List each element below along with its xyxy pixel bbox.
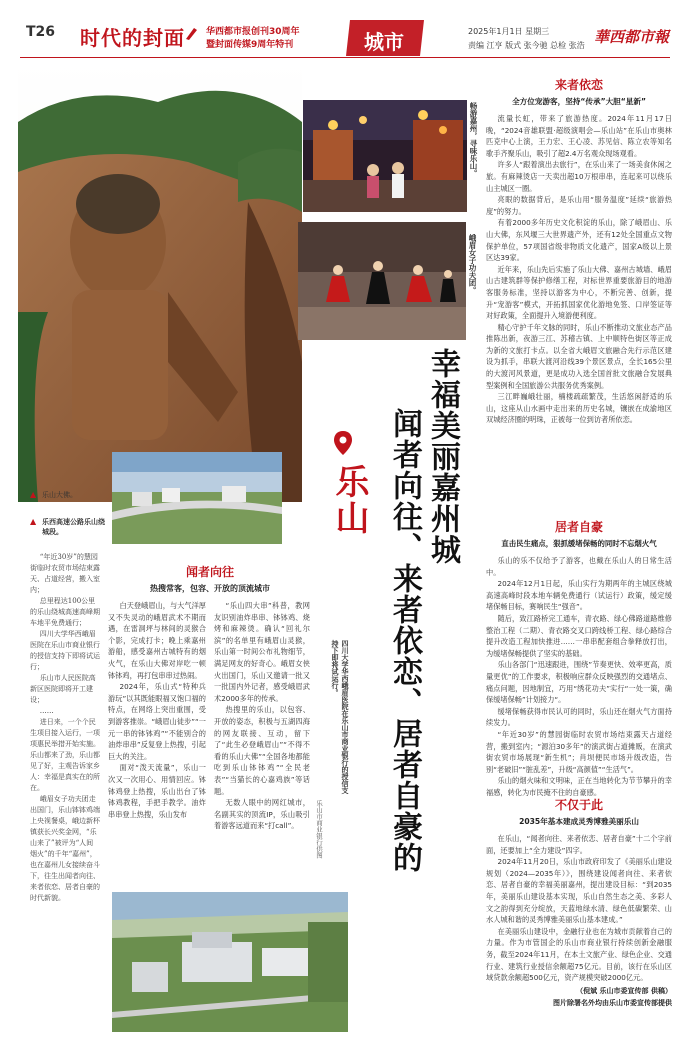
section1-title: 闻者向往 bbox=[185, 565, 234, 579]
section1-paragraph: 2024年，乐山式“特种兵游玩”以其既能眼福又饱口福的特点，在网络上突出重围，受到游客推崇。“峨眉山徒步”“一元一串的钵钵鸡”“不能别合的油炸串串”反复登上热搜，引起巨大的关注。 bbox=[108, 682, 206, 761]
section4-paragraph: 在美丽乐山建设中，金融行业也在为城市贡献着自己的力量。作为市管国企的乐山市商业银行持续创新金融服务，截至2024年11月，在本土文旅产业、绿色企业、交通行业、建筑行业授信余额超75亿元。目前，该行在乐山区域贷款余额超500亿元，资产规模突破2000亿元。 bbox=[486, 926, 672, 983]
section3-paragraph: 乐山各部门“迅速跟进，围绕”节奏更快、效率更高，质量更优”的工作要求，积极响应群众反映强烈的交通堵点、痛点问题，因地制宜，巧用“绣花功夫”实行“一处一策，确保缓堵保畅”计划接力“。 bbox=[486, 660, 672, 705]
page-header bbox=[0, 0, 690, 62]
section4-title: 不仅于此 bbox=[554, 798, 603, 812]
railway-photo bbox=[112, 452, 282, 544]
sidebar-paragraph: “年近30岁”的慧园街临时农贸市场结束露天、占道经营，搬入室内； bbox=[30, 553, 100, 594]
section3-paragraph: 随后，致江路桥完工通车，青衣路、绿心佛路道路维修整治工程（二期）、青衣路交叉口跨线桥工程、绿心路综合提升改造工程加快推进……一串串配套组合拳释放打出，为缓堵保畅提供了坚实的基础。 bbox=[486, 613, 672, 658]
city-badge bbox=[340, 14, 432, 62]
headline-main-line1: 幸福美丽嘉州城 bbox=[425, 348, 460, 565]
section2-paragraph: 近年来，乐山先后实施了乐山大佛、嘉州古城墙、峨眉山古建筑群等保护修缮工程，对标世界重要旅游目的地游客服务标准，坚持以游客为中心，不断完善、创新，提升“宠游客”模式，开拓抓国家优化游地免签、口岸签证等对好政策，全面提升入境游便利度。 bbox=[486, 264, 672, 321]
giant-buddha-photo bbox=[18, 62, 302, 502]
pen-icon bbox=[184, 25, 200, 41]
tourists-night-photo bbox=[303, 100, 467, 212]
section3-paragraph: 乐山的烟火味和文明味，正在当地转化为节节攀升的幸福感，转化为市民掩不住的自豪感。 bbox=[486, 776, 672, 797]
section3-title: 居者自豪 bbox=[554, 520, 603, 534]
section2-paragraph: 亮眼的数据背后，是乐山用“服务温度”延续“旅游热度”的努力。 bbox=[486, 195, 672, 216]
caption-tourists: 畅游嘉州，寻味乐山。 bbox=[469, 102, 478, 177]
headline-city: 乐山 bbox=[329, 464, 369, 536]
section4 bbox=[486, 796, 672, 1008]
slogan-line2: 暨封面传媒9周年特刊 bbox=[206, 40, 294, 50]
section2-paragraph: 三江畔巍峨壮丽，楠楼疏疏繁茂，生活悠闲舒适的乐山，这座从山水画中走出来的历史名城，镶嵌在成渝地区双城经济圈的明珠，正被每一位到访者所依恋。 bbox=[486, 392, 672, 425]
hospital-aerial-photo bbox=[112, 892, 348, 1032]
section3-paragraph: 2024年12月1日起，乐山实行为期两年的主城区绕城高速高峰时段本地车辆免费通行（试运行）政策，缓定缓堵保畅目标，赛响民生“强音”。 bbox=[486, 579, 672, 612]
section2-body bbox=[486, 113, 672, 426]
section1-col1 bbox=[108, 600, 206, 820]
byline: （倪斌 乐山市委宣传部 供稿） bbox=[576, 986, 672, 995]
sidebar-paragraph: 进日来，一个个民生项目接入运行，一项项惠民举措开始实施。乐山都来了劲，乐山都见了好，主观告诉家乡人：幸福是真实在的所在。 bbox=[30, 718, 100, 792]
section1-paragraph: 热搜里的乐山，以包容、开放的姿态，积极与五湖四海的网友联接、互动，留下了“此生必登峨眉山”“不得不看的乐山大佛”“全国各地都能吃到乐山钵钵鸡”“全民老表”“当猫长的心嘉鸡族”等话题。 bbox=[214, 705, 310, 796]
city-badge-label: 城市 bbox=[364, 30, 404, 54]
editors-line: 责编 江亨 版式 张今驰 总检 张浩 bbox=[468, 41, 585, 50]
dancers-photo bbox=[298, 222, 466, 340]
slogan-line1: 华西都市报创刊30周年 bbox=[206, 27, 300, 37]
sidebar bbox=[30, 552, 100, 904]
section2-paragraph: 流量长虹，带来了旅游热度。2024年11月17日晚，“2024音雄联盟·超级演唱会—乐山站”在乐山市奥林匹克中心上演，王力宏、王心凌、苏见信、陈立农等知名歌手齐聚乐山，吸引了超2.4万名观众现场观看。 bbox=[486, 114, 672, 158]
section3-body bbox=[486, 555, 672, 798]
caption-dancers: 峨眉女子功夫团。 bbox=[468, 234, 477, 294]
section3-paragraph: “年近30岁”的慧园街临时农贸市场结束露天占道经营，搬到室内；“源泊30多年”的演武街占道摊贩，在演武街农贸市场展现“新生机”；肖坝便民市场升级改造，告别“老破旧”“脏乱差”，升级“高颜值”“生活气”。 bbox=[486, 729, 672, 774]
masthead-logo: 華西都市報 bbox=[594, 28, 670, 46]
section2-title: 来者依恋 bbox=[554, 78, 603, 92]
section1-col2 bbox=[214, 600, 310, 832]
caption-giant-buddha: 乐山大佛。 bbox=[42, 491, 77, 499]
section-title: 时代的封面 bbox=[80, 26, 185, 50]
sidebar-paragraph: 峨眉女子功夫团走出国门，乐山钵钵鸡端上央视餐桌，峨边新杯镇获长兴奖金网，“乐山来了”被评为“人间烟火”的千年“嘉州”，也在嘉州儿女接续奋斗下，往生出闻者向往、来者依恋、居者自豪的时代新貌。 bbox=[30, 795, 100, 902]
sidebar-paragraph: 四川大学华西峨眉医院在乐山市商业银行的授信支持下即将试运行； bbox=[30, 630, 100, 671]
section3-paragraph: 缓堵保畅获得市民认可的同时，乐山还在烟火气方面持续发力。 bbox=[486, 706, 672, 728]
caption-hospital: 四川大学华西峨眉医院在乐山市商业银行的授信支持下即将试运行。 bbox=[331, 640, 349, 794]
caption-hospital-credit: 乐山市商业银行供图 bbox=[315, 800, 323, 859]
location-pin-icon bbox=[332, 430, 354, 456]
header-divider bbox=[20, 57, 670, 58]
section2-paragraph: 许多人“跟着演出去旅行”，在乐山来了一场美食休闲之旅。有麻辣烫店一天卖出超10万根串串，连起来可以绕乐山主城区一圈。 bbox=[486, 160, 672, 193]
section1-paragraph: 无数人眼中的网红城市，名副其实的顶流IP，乐山吸引着游客远道而来“打call”。 bbox=[214, 798, 310, 831]
sidebar-paragraph: 乐山市人民医院高新区医院即将开工建设； bbox=[30, 674, 96, 704]
section4-body bbox=[486, 833, 672, 984]
section2 bbox=[486, 76, 672, 426]
section1-subtitle: 热搜常客，包容、开放的顶流城市 bbox=[150, 584, 270, 593]
section4-subtitle: 2035年基本建成灵秀博雅美丽乐山 bbox=[519, 817, 639, 826]
section1-paragraph: 面对“泼天流量”，乐山一次又一次用心、用情回应。钵钵鸡登上热搜，乐山出台了钵钵鸡教程，手把手教学。油炸串串登上热搜，乐山发布 bbox=[108, 763, 206, 819]
triangle-icon: ▲ bbox=[30, 490, 37, 499]
section1 bbox=[110, 563, 310, 594]
section3-subtitle: 直击民生痛点，狠抓缓堵保畅的同时不忘烟火气 bbox=[501, 539, 657, 548]
section2-paragraph: 精心守护千年文脉的同时，乐山不断推动文旅业态产品推陈出新，夜游三江、苏稽古镇、上中顺特色街区等正成为新的文旅打卡点。以全省大峨眉文旅融合先行示范区建设为抓手，串联大渡河沿线39个景区景点，全长165公里的大渡河风景道，更是成功入选全国首批文旅融合发展典型案例和全国旅游公共服务优秀案例。 bbox=[486, 322, 672, 390]
section4-paragraph: 2024年11月20日，乐山市政府印发了《美丽乐山建设规划（2024—2035年）》，围绕建设闻者向往、来者依恋、居者自豪的幸福美丽嘉州，提出建设目标：“到2035年，美丽乐山建设基本实现，乐山自然生态之美、多彩人文之韵得到充分绽放，天蓝地绿水清、绿色低碳繁荣、山水人城和谐的灵秀博雅美丽乐山基本建成。” bbox=[486, 857, 672, 925]
section1-paragraph: 白天登峨眉山，与大气洋厚又不失灵动的峨眉武术不期而遇，在雷洞坪与林间的灵猴合个影，完成打卡；晚上乘嘉州游船，感受嘉州古城特有的烟火气，在乐山大佛对岸吃一顿钵钵鸡，再打包串串过热闹。 bbox=[108, 601, 206, 680]
page-number: T26 bbox=[26, 24, 56, 40]
section1-paragraph: “乐山四大串”科普，教网友识别油炸串串、钵钵鸡、烧烤和麻辣烫。确认“回礼尔滨”的名单里有峨眉山灵猴，乐山第一时间公布礼物细节，满足网友的好奇心。峨眉女侠火出国门，乐山又邀请一批又一批国内外记者，感受峨眉武术2000多年的传承。 bbox=[214, 601, 310, 703]
headline-main-line2: 闻者向往、来者依恋、居者自豪的 bbox=[387, 408, 422, 873]
caption-railway: 乐西高速公路乐山绕城段。 bbox=[42, 518, 105, 536]
sidebar-paragraph: …… bbox=[39, 707, 54, 715]
sidebar-paragraph: 总里程达100公里的乐山绕城高速高峰期车地平免费通行； bbox=[30, 597, 100, 627]
section3 bbox=[486, 518, 672, 798]
section4-paragraph: 在乐山，“闻者向往、来者依恋、居者自豪”十二个字前面，还要加上“全力建设”四字。 bbox=[486, 834, 672, 855]
date-line: 2025年1月1日 星期三 bbox=[468, 27, 550, 36]
section2-subtitle: 全方位宠游客，坚持“传承”大胆“星新” bbox=[512, 97, 646, 106]
triangle-icon-2: ▲ bbox=[30, 517, 37, 526]
section3-paragraph: 乐山的乐不仅给予了游客，也戴在乐山人的日常生活中。 bbox=[486, 556, 672, 577]
section2-paragraph: 有着2000多年历史文化积淀的乐山，除了峨眉山、乐山大佛，东风堰三大世界遗产外，还有12处全国重点文物保护单位，57项国省级非物质文化遗产，国家A级以上景区达39家。 bbox=[486, 218, 672, 263]
photo-credit: 图片除署名外均由乐山市委宣传部提供 bbox=[553, 998, 672, 1007]
